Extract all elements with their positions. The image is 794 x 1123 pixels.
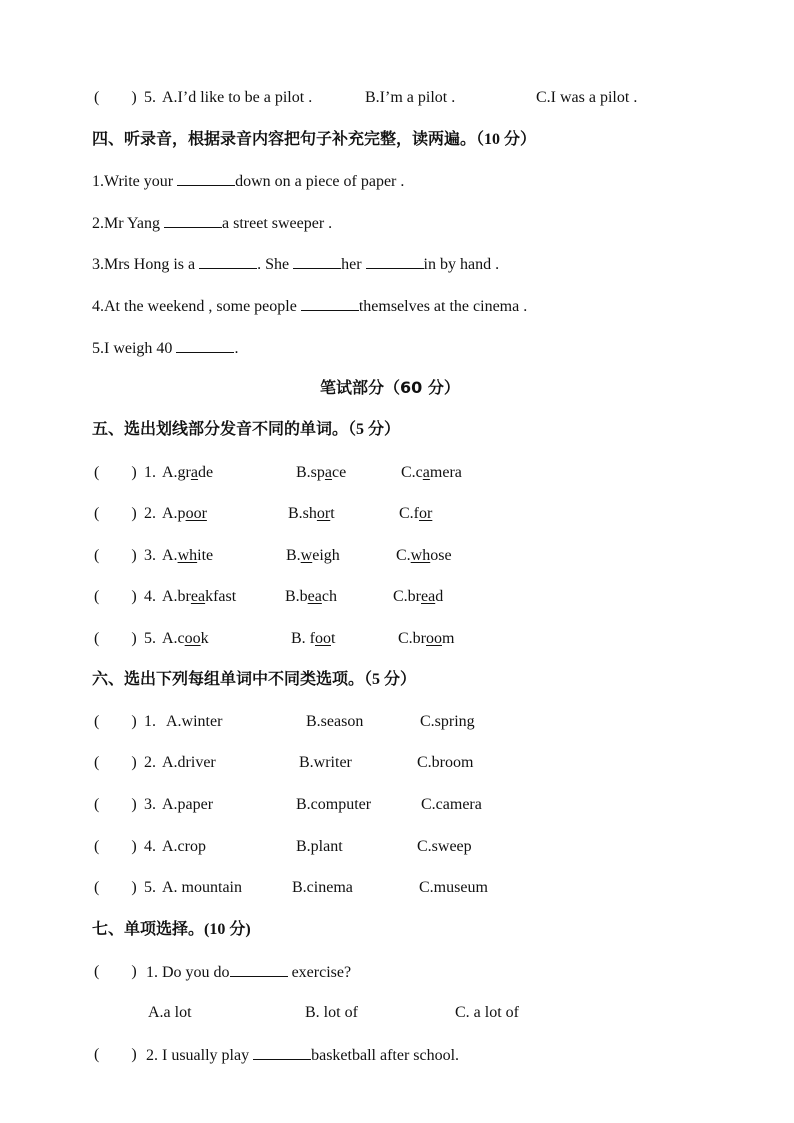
fill-blank[interactable] [199, 253, 257, 269]
option-c: C.museum [419, 879, 488, 896]
section4-item-2: 2.Mr Yang a street sweeper . [92, 212, 332, 234]
option-c: C.sweep [417, 838, 472, 855]
answer-paren[interactable]: ( ) [94, 963, 137, 980]
option-b: B.space [296, 464, 347, 481]
option-a: A.grade [162, 464, 214, 481]
option-c: C.spring [420, 713, 475, 730]
answer-paren[interactable]: ( ) [94, 796, 137, 813]
fill-blank[interactable] [230, 961, 288, 977]
section4-item-3: 3.Mrs Hong is a . She her in by hand . [92, 253, 499, 275]
item-number: 3. [144, 796, 156, 813]
written-part-title: 笔试部分（60 分） [320, 378, 460, 397]
option-b: B.season [306, 713, 364, 730]
option-a: A.cook [162, 630, 209, 647]
item-number: 2. [144, 505, 156, 522]
section4-item-1: 1.Write your down on a piece of paper . [92, 170, 404, 192]
answer-paren[interactable]: ( ) [94, 505, 137, 522]
fill-blank[interactable] [177, 170, 235, 186]
section5-heading: 五、选出划线部分发音不同的单词。（5 分） [92, 419, 401, 438]
item-number: 5. [144, 89, 156, 106]
option-b: B.computer [296, 796, 372, 813]
item-number: 3. [144, 547, 156, 564]
answer-paren[interactable]: ( ) [94, 1046, 137, 1063]
option-c: C.broom [398, 630, 455, 647]
question-text: 1. Do you do exercise? [146, 961, 351, 984]
option-b: B.cinema [292, 879, 353, 896]
question-text: 2. I usually play basketball after school. [146, 1044, 459, 1067]
answer-paren[interactable]: ( ) [94, 547, 137, 564]
answer-paren[interactable]: ( ) [94, 89, 137, 106]
fill-blank[interactable] [301, 295, 359, 311]
item-number: 1. [144, 464, 156, 481]
item-number: 1. [144, 713, 156, 730]
option-b: B.beach [285, 588, 337, 605]
answer-paren[interactable]: ( ) [94, 754, 137, 771]
item-number: 4. [144, 588, 156, 605]
option-a: A.paper [162, 796, 214, 813]
fill-blank[interactable] [176, 337, 234, 353]
option-c: C.bread [393, 588, 444, 605]
option-b: B.weigh [286, 547, 340, 564]
option-c: C. a lot of [455, 1004, 519, 1021]
option-c: C.for [399, 505, 433, 522]
option-b: B.I’m a pilot . [365, 89, 456, 106]
option-b: B.writer [299, 754, 352, 771]
option-b: B.short [288, 505, 335, 522]
option-c: C.camera [401, 464, 462, 481]
item-number: 5. [144, 630, 156, 647]
item-number: 2. [144, 754, 156, 771]
item-number: 4. [144, 838, 156, 855]
option-b: B. foot [291, 630, 336, 647]
section4-heading: 四、听录音，根据录音内容把句子补充完整，读两遍。（10 分） [92, 129, 537, 148]
fill-blank[interactable] [164, 212, 222, 228]
option-a: A.driver [162, 754, 216, 771]
fill-blank[interactable] [253, 1044, 311, 1060]
section4-item-4: 4.At the weekend , some people themselves at the cinema . [92, 295, 527, 317]
answer-paren[interactable]: ( ) [94, 630, 137, 647]
answer-paren[interactable]: ( ) [94, 464, 137, 481]
section6-heading: 六、选出下列每组单词中不同类选项。（5 分） [92, 669, 417, 688]
option-a: A.crop [162, 838, 206, 855]
option-a: A.a lot [148, 1004, 192, 1021]
option-a: A.poor [162, 505, 207, 522]
option-c: C.I was a pilot . [536, 89, 638, 106]
section4-item-5: 5.I weigh 40 . [92, 337, 238, 359]
option-c: C.camera [421, 796, 482, 813]
section7-heading: 七、单项选择。(10 分) [92, 919, 251, 938]
option-a: A.white [162, 547, 214, 564]
option-a: A.I’d like to be a pilot . [162, 89, 313, 106]
option-b: B.plant [296, 838, 343, 855]
option-c: C.whose [396, 547, 452, 564]
answer-paren[interactable]: ( ) [94, 713, 137, 730]
answer-paren[interactable]: ( ) [94, 879, 137, 896]
option-c: C.broom [417, 754, 474, 771]
answer-paren[interactable]: ( ) [94, 838, 137, 855]
fill-blank[interactable] [293, 253, 341, 269]
answer-paren[interactable]: ( ) [94, 588, 137, 605]
option-b: B. lot of [305, 1004, 358, 1021]
fill-blank[interactable] [366, 253, 424, 269]
option-a: A. mountain [162, 879, 242, 896]
option-a: A.breakfast [162, 588, 237, 605]
item-number: 5. [144, 879, 156, 896]
option-a: A.winter [166, 713, 223, 730]
